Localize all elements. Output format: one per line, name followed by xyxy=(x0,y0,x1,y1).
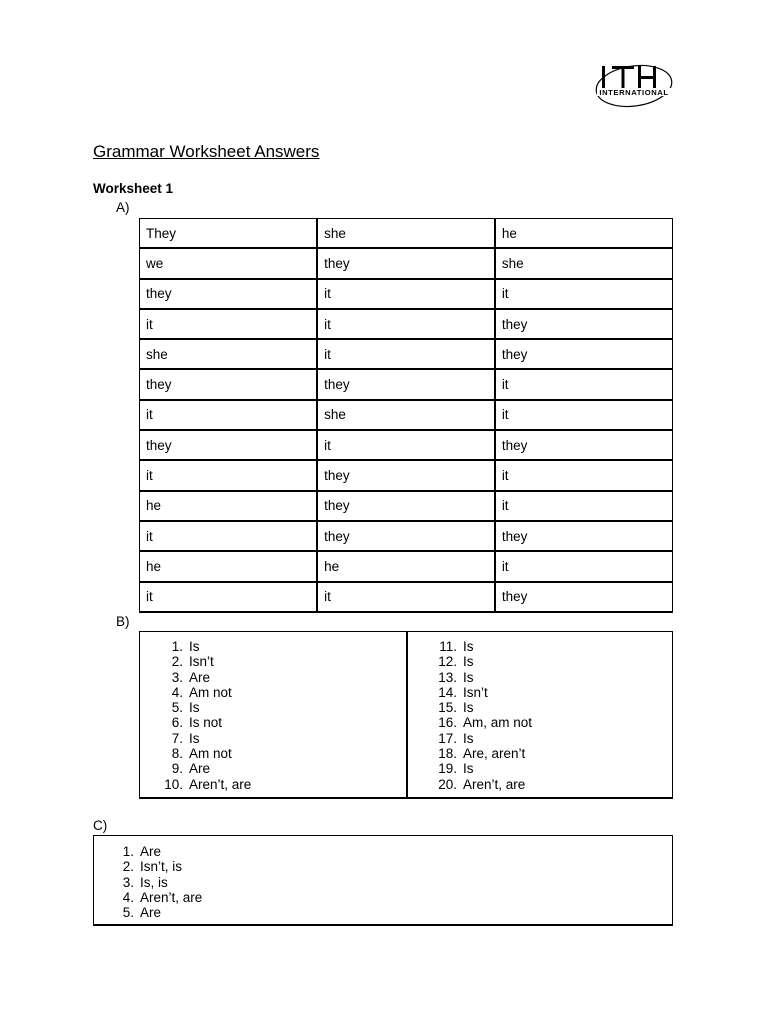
item-number: 11. xyxy=(439,639,457,654)
table-cell: it xyxy=(495,279,673,309)
table-cell: it xyxy=(140,582,318,612)
item-answer: Is xyxy=(463,639,474,654)
item-number: 16. xyxy=(438,715,457,731)
table-cell: it xyxy=(495,460,673,490)
table-cell: it xyxy=(317,582,495,612)
list-item xyxy=(140,685,406,700)
item-number: 5. xyxy=(171,700,183,716)
item-answer: Isn’t xyxy=(463,684,488,700)
table-row xyxy=(140,279,673,309)
ith-international-logo xyxy=(593,58,675,114)
section-c-box xyxy=(93,835,673,926)
section-b-left-column xyxy=(140,632,406,797)
table-cell: they xyxy=(495,582,673,612)
table-cell: we xyxy=(140,248,318,278)
table-cell: they xyxy=(317,248,495,278)
item-number: 12. xyxy=(438,654,457,670)
list-item xyxy=(140,715,406,730)
table-cell: it xyxy=(495,551,673,581)
item-answer: Are, aren’t xyxy=(463,746,526,762)
item-answer: Aren’t, are xyxy=(140,889,203,905)
item-number: 6. xyxy=(171,715,183,731)
item-number: 15. xyxy=(438,700,457,716)
list-item xyxy=(408,700,672,715)
table-cell: they xyxy=(495,339,673,369)
item-number: 8. xyxy=(171,746,183,762)
table-cell: they xyxy=(317,521,495,551)
list-item xyxy=(408,639,672,654)
section-b-label: B) xyxy=(116,614,130,629)
item-answer: Aren’t, are xyxy=(463,776,526,792)
list-item xyxy=(94,875,672,890)
item-number: 3. xyxy=(171,669,183,685)
table-cell: they xyxy=(317,460,495,490)
list-item xyxy=(140,670,406,685)
item-answer: Is not xyxy=(189,715,223,731)
item-number: 9. xyxy=(171,761,183,777)
logo-subtext: INTERNATIONAL xyxy=(599,88,669,97)
item-answer: Are xyxy=(189,761,211,777)
answer-list xyxy=(140,639,406,792)
item-answer: Is xyxy=(463,730,474,746)
item-number: 2. xyxy=(122,859,134,875)
table-cell: it xyxy=(317,339,495,369)
list-item xyxy=(140,761,406,776)
item-answer: Am not xyxy=(189,684,232,700)
item-number: 5. xyxy=(122,905,134,921)
list-item xyxy=(94,844,672,859)
table-cell: it xyxy=(140,460,318,490)
item-answer: Is xyxy=(189,639,200,654)
table-cell: he xyxy=(495,219,673,249)
table-cell: they xyxy=(140,430,318,460)
table-cell: it xyxy=(140,309,318,339)
list-item xyxy=(408,715,672,730)
list-item xyxy=(408,670,672,685)
table-cell: she xyxy=(495,248,673,278)
table-cell: it xyxy=(495,369,673,399)
table-cell: they xyxy=(495,309,673,339)
table-cell: it xyxy=(317,279,495,309)
item-answer: Is xyxy=(189,730,200,746)
table-row xyxy=(140,248,673,278)
item-number: 20. xyxy=(438,776,457,792)
list-item xyxy=(408,731,672,746)
item-answer: Are xyxy=(140,844,162,859)
table-cell: They xyxy=(140,219,318,249)
table-row xyxy=(140,219,673,249)
table-cell: he xyxy=(317,551,495,581)
section-b-box xyxy=(139,631,673,799)
section-a-label: A) xyxy=(116,200,130,215)
list-item xyxy=(140,746,406,761)
table-row xyxy=(140,430,673,460)
table-cell: he xyxy=(140,491,318,521)
table-row xyxy=(140,521,673,551)
page-title: Grammar Worksheet Answers xyxy=(93,142,320,161)
item-number: 7. xyxy=(171,730,183,746)
item-number: 17. xyxy=(438,730,457,746)
table-row xyxy=(140,582,673,612)
list-item xyxy=(140,731,406,746)
item-answer: Is xyxy=(463,654,474,670)
table-row xyxy=(140,309,673,339)
table-cell: it xyxy=(140,521,318,551)
table-cell: she xyxy=(140,339,318,369)
list-item xyxy=(94,890,672,905)
item-number: 4. xyxy=(122,889,134,905)
table-row xyxy=(140,369,673,399)
list-item xyxy=(408,777,672,792)
worksheet-heading: Worksheet 1 xyxy=(93,181,174,196)
table-cell: they xyxy=(495,430,673,460)
table-row xyxy=(140,551,673,581)
item-answer: Isn’t xyxy=(189,654,214,670)
item-answer: Are xyxy=(189,669,211,685)
answer-list xyxy=(94,844,672,920)
item-number: 10. xyxy=(164,776,183,792)
table-cell: they xyxy=(317,491,495,521)
item-answer: Is xyxy=(189,700,200,716)
item-answer: Is xyxy=(463,761,474,777)
item-number: 2. xyxy=(171,654,183,670)
item-answer: Isn’t, is xyxy=(140,859,183,875)
table-cell: it xyxy=(317,430,495,460)
table-cell: it xyxy=(495,491,673,521)
item-answer: Am, am not xyxy=(463,715,533,731)
list-item xyxy=(140,700,406,715)
item-number: 3. xyxy=(122,874,134,890)
table-cell: she xyxy=(317,219,495,249)
table-cell: it xyxy=(495,400,673,430)
list-item xyxy=(408,685,672,700)
item-answer: Is xyxy=(463,669,474,685)
list-item xyxy=(140,777,406,792)
item-number: 4. xyxy=(171,684,183,700)
table-cell: he xyxy=(140,551,318,581)
section-b-right-column xyxy=(406,632,672,797)
table-cell: they xyxy=(140,279,318,309)
table-cell: she xyxy=(317,400,495,430)
table-cell: they xyxy=(495,521,673,551)
table-row xyxy=(140,339,673,369)
list-item xyxy=(408,654,672,669)
list-item xyxy=(94,859,672,874)
item-answer: Is xyxy=(463,700,474,716)
item-number: 19. xyxy=(438,761,457,777)
table-row xyxy=(140,491,673,521)
item-answer: Is, is xyxy=(140,874,168,890)
table-cell: they xyxy=(140,369,318,399)
item-number: 1. xyxy=(122,844,134,859)
item-answer: Am not xyxy=(189,746,232,762)
item-number: 13. xyxy=(438,669,457,685)
table-cell: it xyxy=(140,400,318,430)
list-item xyxy=(140,639,406,654)
list-item xyxy=(140,654,406,669)
section-c-label: C) xyxy=(93,818,108,833)
list-item xyxy=(408,761,672,776)
table-row xyxy=(140,400,673,430)
section-a-table xyxy=(139,218,673,613)
table-row xyxy=(140,460,673,490)
item-answer: Aren’t, are xyxy=(189,776,252,792)
list-item xyxy=(408,746,672,761)
answer-list xyxy=(408,639,672,792)
list-item xyxy=(94,905,672,920)
table-cell: it xyxy=(317,309,495,339)
item-number: 18. xyxy=(438,746,457,762)
item-number: 14. xyxy=(438,684,457,700)
item-answer: Are xyxy=(140,905,162,921)
table-cell: they xyxy=(317,369,495,399)
item-number: 1. xyxy=(171,639,183,654)
